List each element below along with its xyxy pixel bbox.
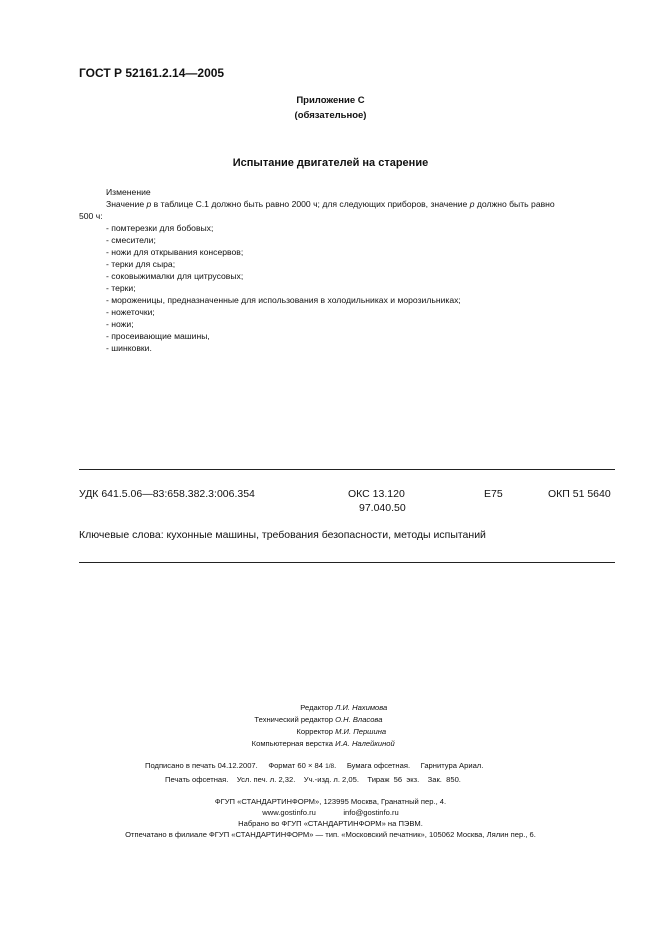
email-link[interactable]: info@gostinfo.ru (343, 808, 399, 817)
print-info-line1 (145, 761, 483, 770)
annex-subtitle: (обязательное) (294, 110, 367, 121)
credit-role: Корректор (296, 727, 333, 736)
oks-code-2: 97.040.50 (359, 502, 406, 514)
change-label: Изменение (106, 187, 151, 197)
section-title: Испытание двигателей на старение (232, 157, 429, 169)
credit-name: М.И. Першина (335, 727, 387, 736)
credit-name: Л.И. Нахимова (335, 703, 388, 712)
paragraph-text-mid: в таблице С.1 должно быть равно 2000 ч; для следующих приборов, значение (151, 199, 470, 209)
typeset-note: Набрано во ФГУП «СТАНДАРТИНФОРМ» на ПЭВМ. (238, 819, 423, 828)
format-pre: Формат 60 × 84 (268, 761, 323, 770)
credit-name: И.А. Налейкиной (335, 739, 395, 748)
print-info-line2: Печать офсетная. Усл. печ. л. 2,32. Уч.-изд. л. 2,05. Тираж 56 экз. Зак. 850. (165, 775, 461, 784)
paragraph-text-pre: Значение (106, 199, 147, 209)
credit-role: Компьютерная верстка (251, 739, 333, 748)
publisher-address: ФГУП «СТАНДАРТИНФОРМ», 123995 Москва, Гранатный пер., 4. (214, 797, 447, 806)
paragraph-text-post: должно быть равно (474, 199, 555, 209)
p-symbol: p (146, 199, 152, 209)
list-item: - ножеточки; (106, 307, 155, 317)
divider-top (79, 469, 615, 470)
list-item: - терки; (106, 283, 136, 293)
list-item: - мороженицы, предназначенные для использования в холодильниках и морозильниках; (106, 295, 461, 305)
change-paragraph-line2: 500 ч: (79, 211, 103, 221)
divider-bottom (79, 562, 615, 563)
credit-proofreader (195, 727, 386, 736)
credit-role: Технический редактор (254, 715, 333, 724)
list-item: - просеивающие машины, (106, 331, 210, 341)
publisher-contacts (0, 808, 661, 817)
credit-editor (195, 703, 387, 712)
okp-code: ОКП 51 5640 (548, 488, 611, 500)
change-paragraph-line1 (106, 198, 555, 210)
list-item: - ножи для открывания консервов; (106, 247, 244, 257)
appliance-list (106, 222, 461, 354)
annex-title: Приложение С (296, 95, 365, 106)
keywords: Ключевые слова: кухонные машины, требования безопасности, методы испытаний (79, 529, 486, 541)
p-symbol-2: p (469, 199, 475, 209)
website-link[interactable]: www.gostinfo.ru (262, 808, 316, 817)
list-item: - соковыжималки для цитрусовых; (106, 271, 244, 281)
udk-code: УДК 641.5.06—83:658.382.3:006.354 (79, 488, 255, 500)
credit-name: О.Н. Власова (335, 715, 383, 724)
format-fraction: 1/8 (325, 763, 335, 770)
list-item: - ножи; (106, 319, 134, 329)
credit-layout (195, 739, 395, 748)
oks-code-1: ОКС 13.120 (348, 488, 405, 500)
paper-type: Бумага офсетная. (346, 761, 411, 770)
list-item: - смесители; (106, 235, 156, 245)
list-item: - помтерезки для бобовых; (106, 223, 214, 233)
printed-note: Отпечатано в филиале ФГУП «СТАНДАРТИНФОРМ» — тип. «Московский печатник», 105062 Москва, Лялин пер., 6. (125, 830, 536, 839)
list-item: - шинковки. (106, 343, 152, 353)
list-item: - терки для сыра; (106, 259, 176, 269)
signed-date: Подписано в печать 04.12.2007. (145, 761, 258, 770)
credit-tech-editor (195, 715, 382, 724)
document-header: ГОСТ Р 52161.2.14—2005 (79, 66, 225, 80)
format-post: . (334, 761, 337, 770)
font-type: Гарнитура Ариал. (420, 761, 484, 770)
credit-role: Редактор (300, 703, 333, 712)
group-code: Е75 (484, 488, 503, 500)
